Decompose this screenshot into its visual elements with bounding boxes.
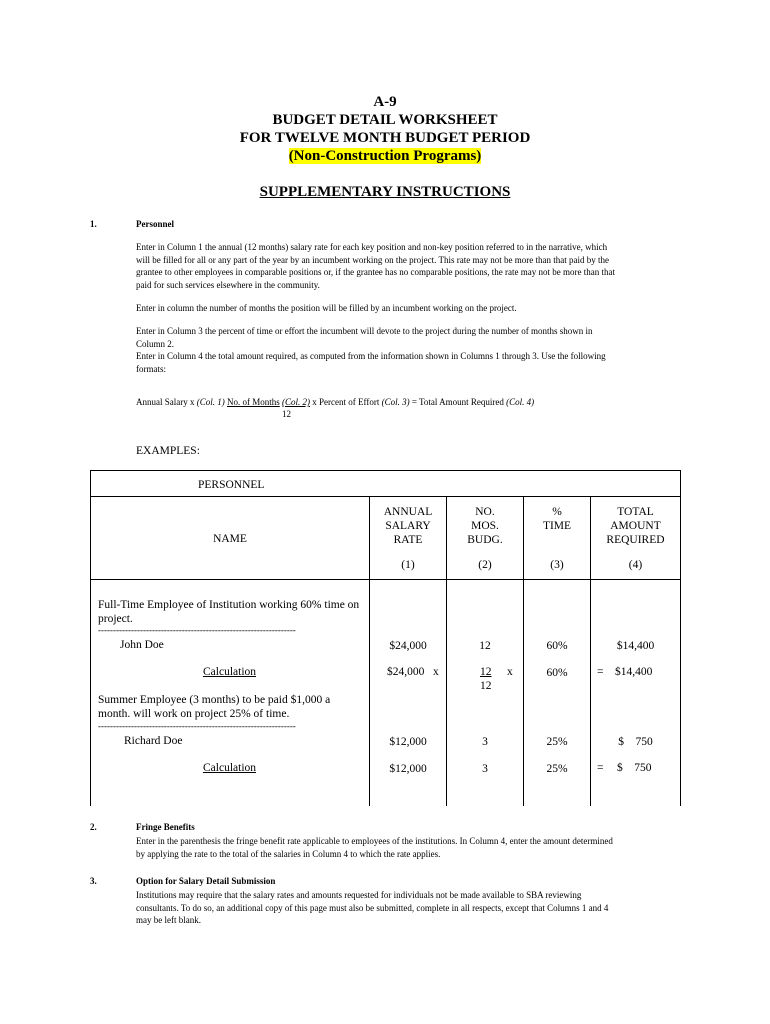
example-2-dashes: ------------------------------------------------------------------ <box>98 721 296 731</box>
example-2-description <box>98 693 366 721</box>
section-2-heading: Fringe Benefits <box>136 822 195 832</box>
header-line: SALARY <box>385 520 431 532</box>
header-line: REQUIRED <box>606 534 665 546</box>
example-1-dashes: ------------------------------------------------------------------ <box>98 625 296 635</box>
formula-text: Annual Salary x <box>136 397 197 407</box>
example-2-calc-total: $ 750 <box>617 762 652 774</box>
example-2-calc-equals: = <box>597 762 604 774</box>
example-1-calc-time: 60% <box>546 667 568 679</box>
section-1-number: 1. <box>90 219 97 229</box>
example-2-time: 25% <box>546 736 568 748</box>
section-2-number: 2. <box>90 822 97 832</box>
header-annual-salary-rate <box>370 505 446 547</box>
example-2-total: $ 750 <box>618 736 653 748</box>
section-3-body <box>136 889 681 927</box>
formula-text: x Percent of Effort <box>310 397 382 407</box>
formula-denominator: 12 <box>282 409 291 419</box>
formula-col2: (Col. 2) <box>282 397 311 407</box>
section-1-para-1 <box>136 241 681 291</box>
example-1-calculation-label: Calculation <box>203 666 257 678</box>
header-total-amount-required <box>591 505 680 547</box>
table-left-border <box>90 470 91 806</box>
para-line: may be left blank. <box>136 915 201 925</box>
example-1-description <box>98 598 366 626</box>
section-1-heading: Personnel <box>136 219 174 229</box>
para-line: formats: <box>136 363 166 374</box>
col-num-3: (3) <box>550 559 564 571</box>
example-2-calc-months: 3 <box>482 763 488 775</box>
para-line: Enter in Column 1 the annual (12 months) salary rate for each key position and non-key position referred to in the narrative, which <box>136 242 608 252</box>
supplementary-instructions-title: SUPPLEMENTARY INSTRUCTIONS <box>259 184 511 200</box>
formula-months: No. of Months <box>227 397 280 407</box>
example-2-salary: $12,000 <box>389 736 427 748</box>
formula <box>136 397 534 407</box>
col-num-1: (1) <box>401 559 415 571</box>
description-line: Full-Time Employee of Institution working 60% time on <box>98 599 360 611</box>
example-2-name: Richard Doe <box>124 735 183 747</box>
table-top-border <box>90 470 681 471</box>
para-line: by applying the rate to the total of the salaries in Column 4 to which the rate applies. <box>136 848 441 859</box>
example-2-months: 3 <box>482 736 488 748</box>
para-line: Enter in the parenthesis the fringe benefit rate applicable to employees of the institutions. In Column 4, enter the amount determined <box>136 836 613 846</box>
para-line: Enter in Column 3 the percent of time or effort the incumbent will devote to the project during the number of months shown in <box>136 326 593 336</box>
header-line: BUDG. <box>467 534 503 546</box>
example-1-time: 60% <box>546 640 568 652</box>
example-1-calc-equals: = <box>597 666 604 678</box>
header-line: AMOUNT <box>610 520 661 532</box>
formula-col3: (Col. 3) <box>381 397 410 407</box>
example-2-calculation-label: Calculation <box>203 762 257 774</box>
para-line: Institutions may require that the salary rates and amounts requested for individuals not be made available to SBA reviewing <box>136 890 582 900</box>
example-2-calc-time: 25% <box>546 763 568 775</box>
example-1-calc-x: x <box>507 666 513 678</box>
section-3-heading: Option for Salary Detail Submission <box>136 876 276 886</box>
example-1-months: 12 <box>479 640 491 652</box>
section-3-number: 3. <box>90 876 97 886</box>
title-line-1: BUDGET DETAIL WORKSHEET <box>272 112 498 128</box>
header-line: ANNUAL <box>383 506 433 518</box>
table-subheader-divider <box>90 579 681 580</box>
example-1-calc-denominator: 12 <box>480 680 492 692</box>
header-months-budgeted <box>447 505 523 547</box>
table-section-label: PERSONNEL <box>198 479 265 491</box>
description-line: project. <box>98 613 133 625</box>
header-line: TOTAL <box>617 506 654 518</box>
col-num-2: (2) <box>478 559 492 571</box>
section-2-body <box>136 835 681 860</box>
header-line: TIME <box>542 520 572 532</box>
example-1-total: $14,400 <box>616 640 655 652</box>
title-line-3 <box>0 148 770 165</box>
para-line: grantee to other employees in comparable positions or, if the grantee has no comparable positions, the rate may not be more than that <box>136 267 615 277</box>
para-line: paid for such services elsewhere in the community. <box>136 279 320 290</box>
example-1-calc-months: 12 <box>480 666 492 678</box>
header-percent-time <box>524 505 590 533</box>
example-2-calc-salary: $12,000 <box>389 763 427 775</box>
header-line: MOS. <box>471 520 499 532</box>
col-num-4: (4) <box>628 559 643 571</box>
table-right-border <box>680 470 681 806</box>
formula-col1: (Col. 1) <box>196 397 225 407</box>
example-1-calc-total: $14,400 <box>615 666 653 678</box>
example-1-name: John Doe <box>120 639 164 651</box>
header-line: % <box>552 506 562 518</box>
para-line: Enter in Column 4 the total amount required, as computed from the information shown in Columns 1 through 3. Use the following <box>136 351 606 361</box>
example-1-calc-salary: $24,000 x <box>387 666 439 678</box>
highlighted-subtitle: (Non-Construction Programs) <box>288 148 482 164</box>
para-line: consultants. To do so, an additional copy of this page must also be submitted, complete in all respects, except that Columns 1 and 4 <box>136 902 609 913</box>
para-line: Column 2. <box>136 338 175 349</box>
description-line: Summer Employee (3 months) to be paid $1,000 a <box>98 694 331 706</box>
header-line: NO. <box>475 506 495 518</box>
description-line: month. will work on project 25% of time. <box>98 708 290 720</box>
title-line-2: FOR TWELVE MONTH BUDGET PERIOD <box>239 130 531 146</box>
section-1-para-3 <box>136 325 681 375</box>
table-header-divider <box>90 496 681 497</box>
examples-label: EXAMPLES: <box>136 445 200 457</box>
example-1-salary: $24,000 <box>389 640 427 652</box>
section-1-para-2: Enter in column the number of months the position will be filled by an incumbent working on the project. <box>136 303 517 313</box>
formula-text: = Total Amount Required <box>409 397 507 407</box>
header-line: RATE <box>393 534 423 546</box>
formula-col4: (Col. 4) <box>506 397 535 407</box>
header-name: NAME <box>213 533 247 545</box>
form-code: A-9 <box>373 94 397 110</box>
para-line: will be filled for all or any part of the year by an incumbent working on the project. This rate may not be more than that paid by the <box>136 254 609 265</box>
